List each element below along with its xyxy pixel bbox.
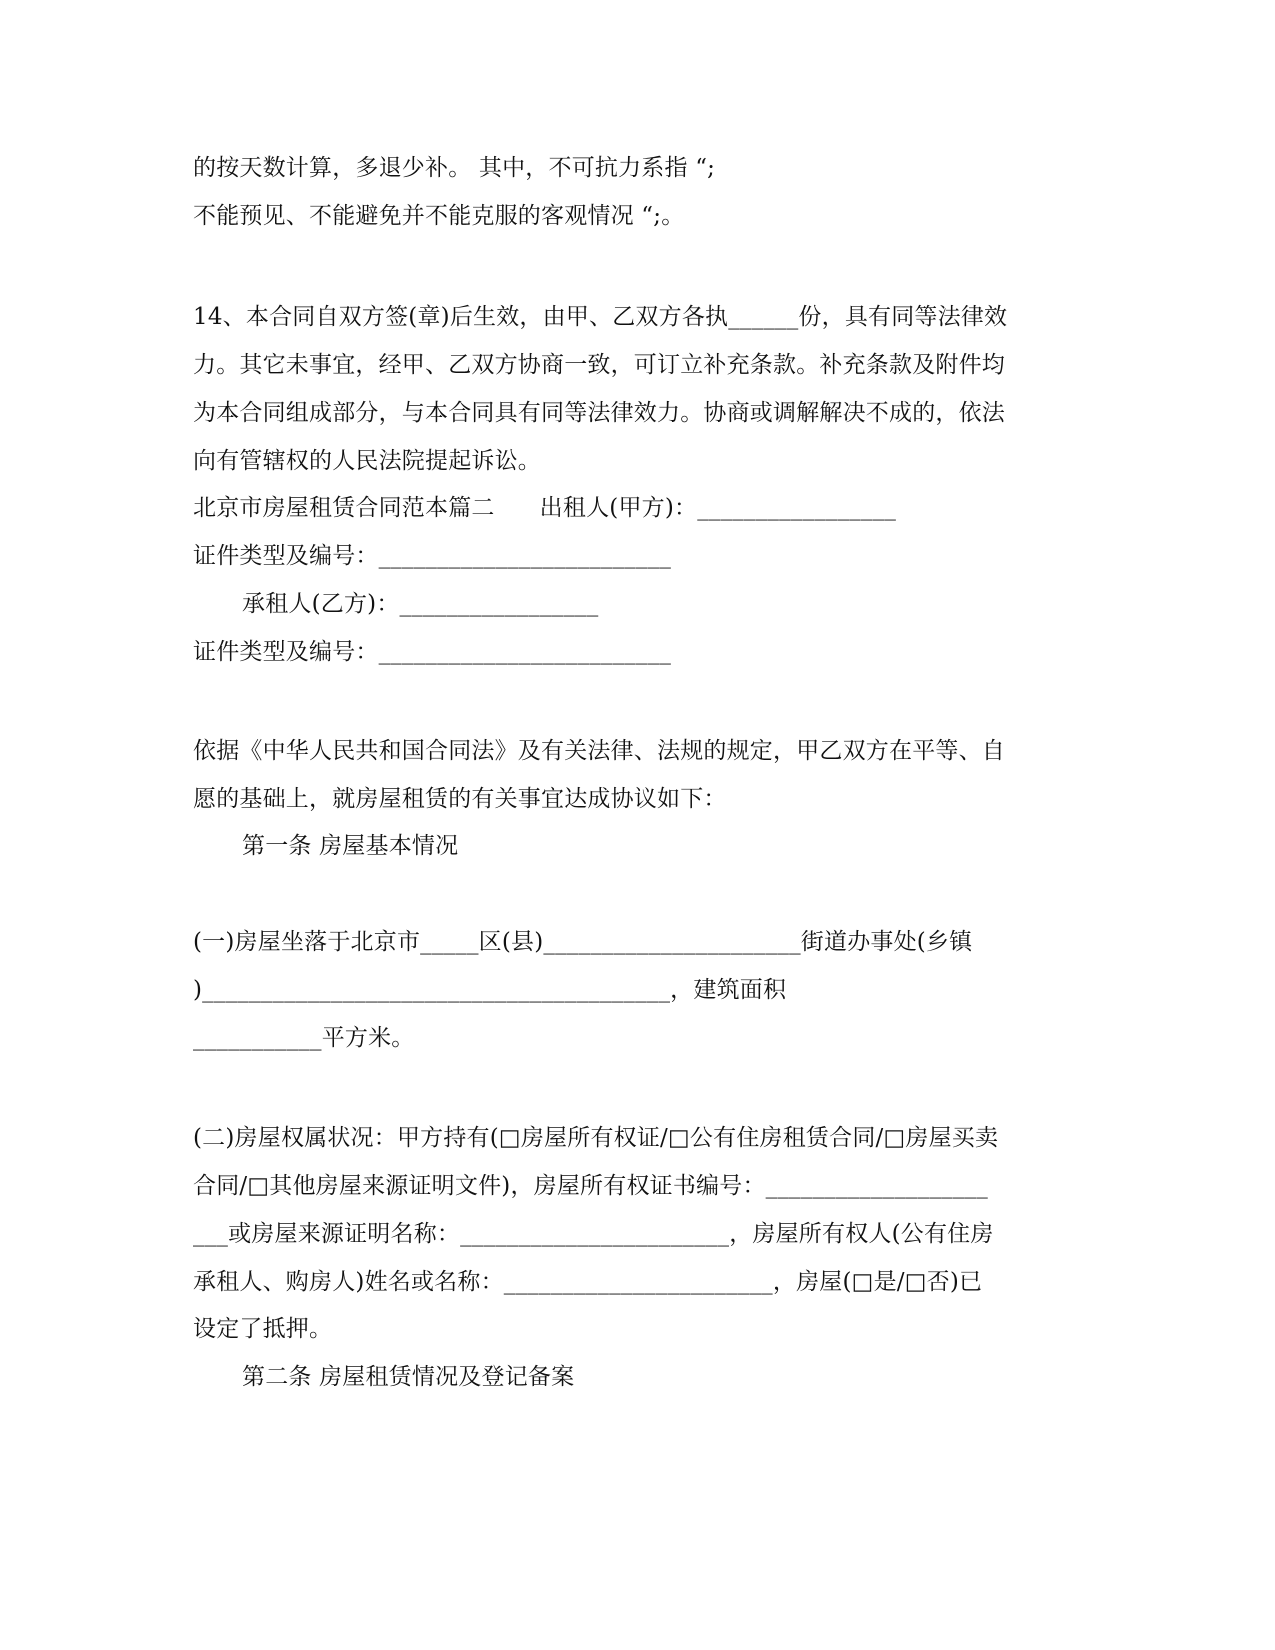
- text-line: 向有管辖权的人民法院提起诉讼。: [193, 448, 541, 474]
- text-line: 为本合同组成部分，与本合同具有同等法律效力。协商或调解解决不成的，依法: [193, 400, 1005, 426]
- text-line: 承租人(乙方)：_________________: [242, 591, 599, 617]
- text-line: 证件类型及编号：_________________________: [193, 639, 672, 665]
- text-line: 不能预见、不能避免并不能克服的客观情况 “;。: [193, 203, 685, 229]
- section-heading: 第二条 房屋租赁情况及登记备案: [242, 1364, 575, 1390]
- text-line: 14、本合同自双方签(章)后生效，由甲、乙双方各执______份，具有同等法律效: [193, 304, 1008, 330]
- text-line: 的按天数计算，多退少补。 其中，不可抗力系指 “;: [193, 155, 716, 181]
- text-line: )________________________________________，建筑面积: [193, 977, 787, 1003]
- text-line: 设定了抵押。: [193, 1316, 333, 1342]
- text-line: 依据《中华人民共和国合同法》及有关法律、法规的规定，甲乙双方在平等、自: [193, 738, 1005, 764]
- text-line: (一)房屋坐落于北京市_____区(县)______________________街道办事处(乡镇: [193, 929, 973, 955]
- section-heading: 第一条 房屋基本情况: [242, 833, 459, 859]
- text-line: 合同/□其他房屋来源证明文件)，房屋所有权证书编号：___________________: [193, 1173, 988, 1199]
- text-line: 证件类型及编号：_________________________: [193, 543, 672, 569]
- text-line: 北京市房屋租赁合同范本篇二 出租人(甲方)：_________________: [193, 495, 897, 521]
- text-line: 愿的基础上，就房屋租赁的有关事宜达成协议如下：: [193, 786, 727, 812]
- text-line: ___或房屋来源证明名称：_______________________，房屋所有权人(公有住房: [193, 1221, 994, 1247]
- text-line: ___________平方米。: [193, 1025, 415, 1051]
- text-line: (二)房屋权属状况：甲方持有(□房屋所有权证/□公有住房租赁合同/□房屋买卖: [193, 1125, 999, 1151]
- text-line: 承租人、购房人)姓名或名称：_______________________，房屋(□是/□否)已: [193, 1269, 983, 1295]
- text-line: 力。其它未事宜，经甲、乙双方协商一致，可订立补充条款。补充条款及附件均: [193, 352, 1005, 378]
